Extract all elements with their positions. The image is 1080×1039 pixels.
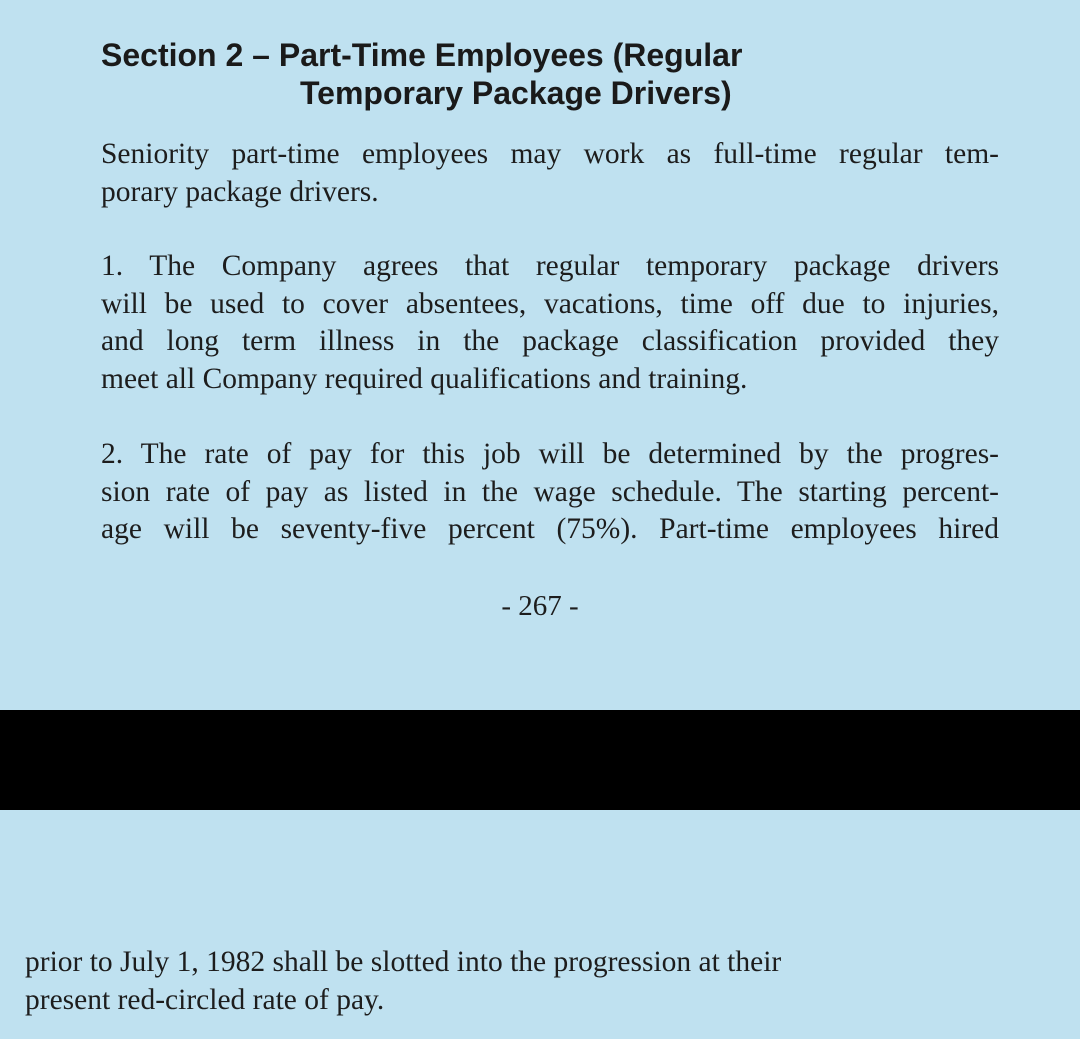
item-2-line-2: sion rate of pay as listed in the wage schedule. The starting percent- (101, 475, 999, 508)
item-1-line-2: will be used to cover absentees, vacations, time off due to injuries, (101, 287, 999, 320)
intro-line-2: porary package drivers. (101, 175, 379, 208)
continued-paragraph (25, 944, 925, 1019)
continued-line-2: present red-circled rate of pay. (25, 983, 385, 1016)
page-number: - 267 - (501, 590, 579, 622)
item-2-line-1: 2. The rate of pay for this job will be determined by the progres- (101, 438, 999, 470)
section-heading-line-2: Temporary Package Drivers) (300, 75, 732, 111)
page-bottom (0, 810, 1080, 1039)
intro-line-1: Seniority part-time employees may work as full-time regular tem- (101, 138, 999, 170)
item-1-line-1: 1. The Company agrees that regular temporary package drivers (101, 250, 999, 282)
page-divider-bar (0, 710, 1080, 810)
item-1-paragraph (101, 248, 999, 398)
section-heading (101, 36, 861, 112)
item-1-line-3: and long term illness in the package classification provided they (101, 325, 999, 357)
item-2-line-3: age will be seventy-five percent (75%). Part-time employees hired (101, 513, 999, 545)
section-heading-line-1: Section 2 – Part-Time Employees (Regular (101, 37, 743, 73)
intro-paragraph (101, 136, 999, 211)
item-1-line-4: meet all Company required qualifications and training. (101, 362, 748, 395)
item-2-paragraph (101, 436, 999, 549)
continued-line-1: prior to July 1, 1982 shall be slotted into the progression at their (25, 946, 782, 978)
